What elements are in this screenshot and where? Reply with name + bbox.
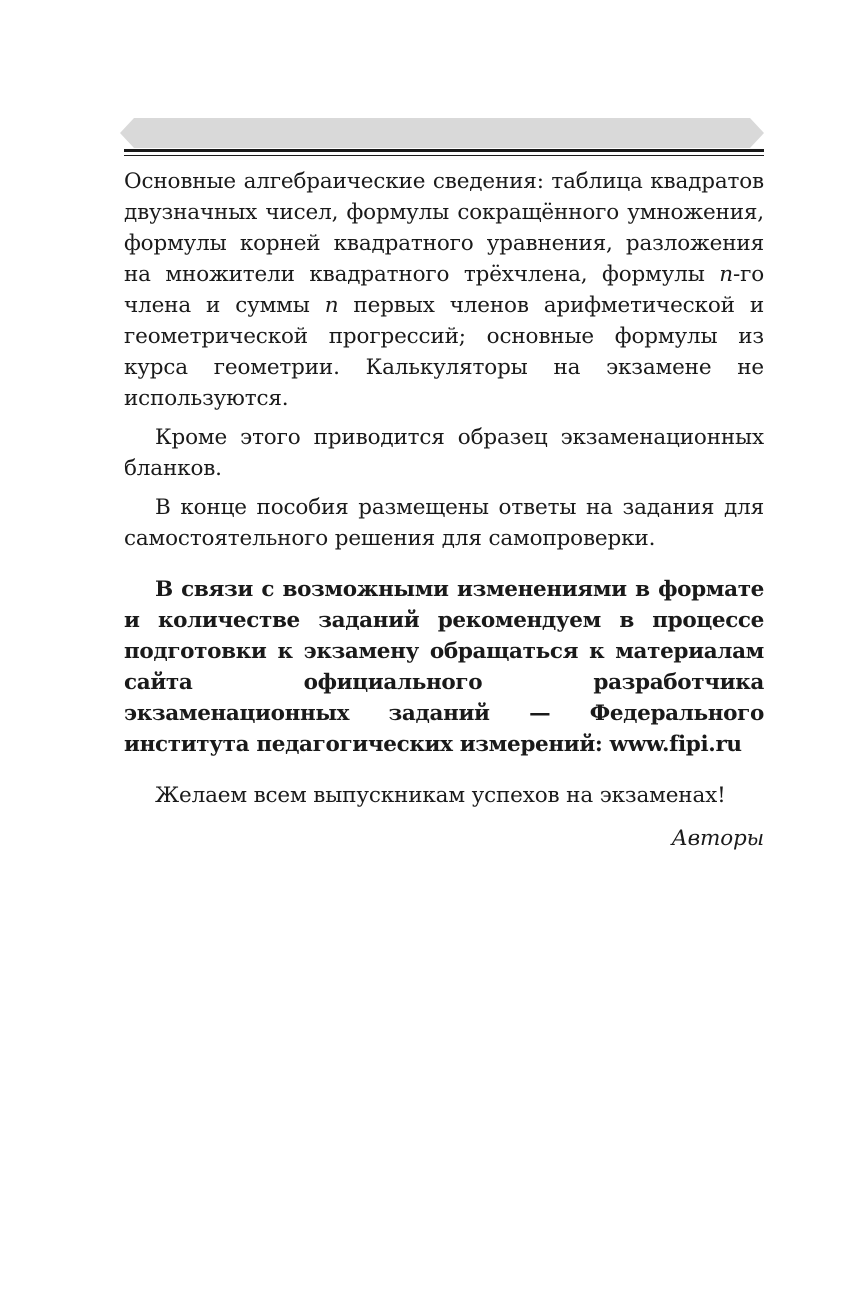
paragraph-algebra-text-2: -го члена и суммы [124, 262, 764, 318]
paragraph-algebra-text-1: Основные алгебраические сведения: таблица квадратов двузначных чисел, формулы сокращённого умножения, формулы корней квадратного уравнения, разложения на множители квадратного трёхчлена, формулы [124, 169, 764, 287]
variable-n: n [324, 293, 339, 318]
paragraph-wishes: Желаем всем выпускникам успехов на экзаменах! [155, 783, 726, 808]
signature-authors: Авторы [671, 826, 764, 851]
paragraph-algebra-info [124, 166, 764, 414]
paragraph-exam-forms: Кроме этого приводится образец экзаменационных бланков. [124, 425, 764, 481]
paragraph-algebra-text-3: первых членов арифметической и геометрической прогрессий; основные формулы из курса геометрии. Калькуляторы на экзамене не используются. [124, 293, 764, 411]
header-rule-thin [124, 155, 764, 156]
header-rule-thick [124, 149, 764, 152]
paragraph-fipi-notice: В связи с возможными изменениями в формате и количестве заданий рекомендуем в процессе подготовки к экзамену обращаться к материалам сайта официального разработчика экзаменационных заданий — Федерального института педагогических измерений: www.fipi.ru [124, 577, 764, 757]
paragraph-answers: В конце пособия размещены ответы на задания для самостоятельного решения для самопроверки. [124, 495, 764, 551]
page-body [124, 166, 764, 854]
header-decorative-band [120, 118, 764, 148]
variable-n: n [719, 262, 733, 287]
